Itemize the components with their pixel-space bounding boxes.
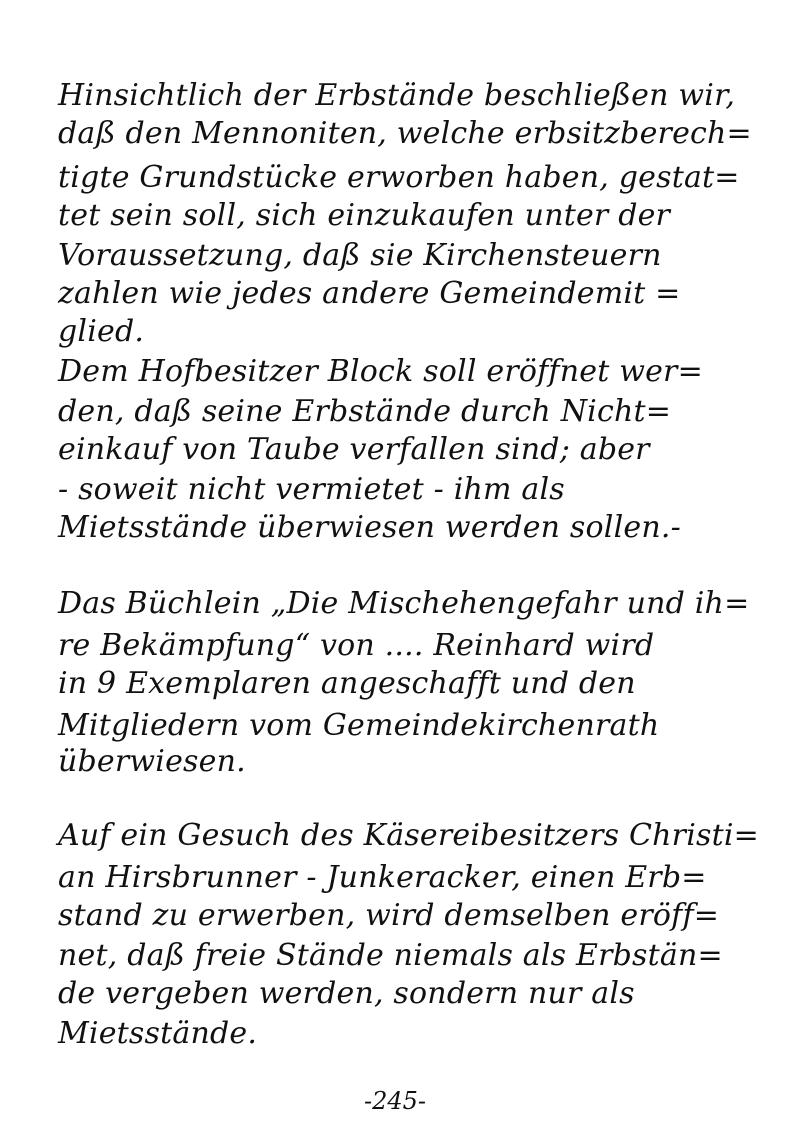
paragraph-4-line-2: an Hirsbrunner - Junkeracker, einen Erb= <box>58 860 707 895</box>
paragraph-1-line-2: daß den Mennoniten, welche erbsitzberech= <box>58 116 752 151</box>
paragraph-3-line-2: re Bekämpfung“ von .... Reinhard wird <box>58 628 655 663</box>
paragraph-4-line-6: Mietsstände. <box>58 1016 258 1051</box>
paragraph-3-line-1: Das Büchlein „Die Mischehengefahr und ih= <box>58 586 750 621</box>
paragraph-4-line-4: net, daß freie Stände niemals als Erbstän= <box>58 938 723 973</box>
paragraph-2-line-5: Mietsstände überwiesen werden sollen.- <box>58 510 681 545</box>
page-number: -245- <box>363 1087 427 1115</box>
paragraph-2-line-1: Dem Hofbesitzer Block soll eröffnet wer= <box>58 354 703 389</box>
paragraph-1-line-3: tigte Grundstücke erworben haben, gestat= <box>58 160 740 195</box>
paragraph-2-line-4: - soweit nicht vermietet - ihm als <box>58 472 565 507</box>
paragraph-3-line-4: Mitgliedern vom Gemeindekirchenrath <box>58 708 660 743</box>
paragraph-4-line-5: de vergeben werden, sondern nur als <box>58 976 635 1011</box>
paragraph-1-line-5: Voraussetzung, daß sie Kirchensteuern <box>58 238 662 273</box>
paragraph-2-line-3: einkauf von Taube verfallen sind; aber <box>58 432 650 467</box>
paragraph-1-line-1: Hinsichtlich der Erbstände beschließen wir, <box>58 78 736 113</box>
paragraph-1-line-4: tet sein soll, sich einzukaufen unter der <box>58 198 671 233</box>
paragraph-4-line-1: Auf ein Gesuch des Käsereibesitzers Christi= <box>58 818 759 853</box>
paragraph-3-line-5: überwiesen. <box>58 744 246 779</box>
paragraph-2-line-2: den, daß seine Erbstände durch Nicht= <box>58 394 672 429</box>
paragraph-1-line-7: glied. <box>58 314 145 349</box>
paragraph-1-line-6: zahlen wie jedes andere Gemeindemit = <box>58 276 681 311</box>
paragraph-4-line-3: stand zu erwerben, wird demselben eröff= <box>58 898 720 933</box>
paragraph-3-line-3: in 9 Exemplaren angeschafft und den <box>58 666 636 701</box>
